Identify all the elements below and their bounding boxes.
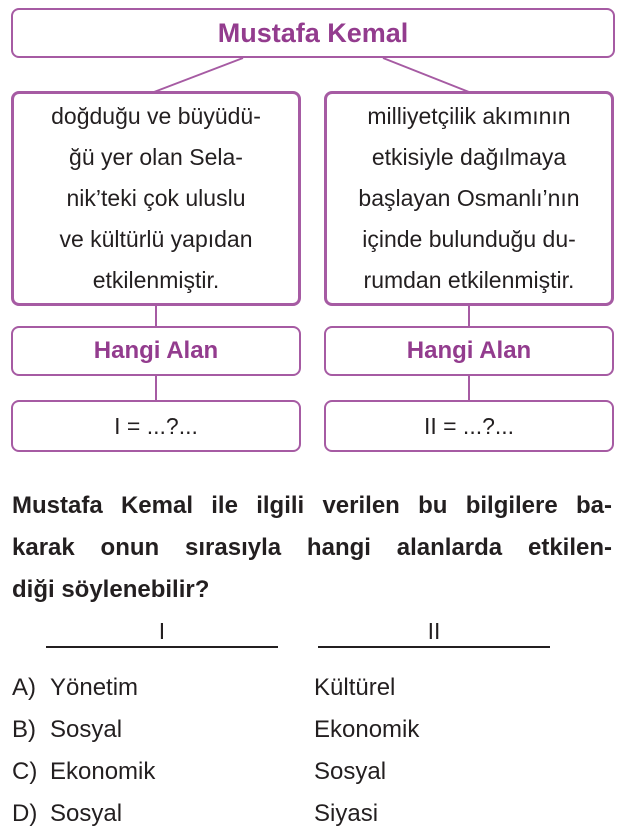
option-a[interactable] (12, 673, 138, 703)
left-blank-text: I = ...?... (114, 412, 198, 439)
title-box (11, 8, 615, 58)
option-d-second: Siyasi (314, 800, 379, 827)
left-connector (155, 306, 157, 326)
left-info-box (11, 91, 301, 306)
option-first: Ekonomik (50, 758, 156, 785)
left-label-box (11, 326, 301, 376)
left-text-line: doğduğu ve büyüdü- (51, 103, 261, 129)
left-text-line: etkilenmiştir. (92, 267, 220, 293)
right-label-box (324, 326, 614, 376)
column-header-2: II (318, 622, 550, 648)
option-letter: D) (12, 800, 38, 827)
option-first: Yönetim (50, 674, 139, 701)
option-first: Sosyal (50, 800, 123, 827)
left-text-line: nik’teki çok uluslu (66, 185, 246, 211)
right-info-box (324, 91, 614, 306)
right-blank-box (324, 400, 614, 452)
option-d[interactable] (12, 799, 122, 829)
option-first: Sosyal (50, 716, 123, 743)
right-connector (468, 306, 470, 326)
question-line: karak onun sırasıyla hangi alanlarda etkilen- (12, 534, 612, 561)
right-label-text: Hangi Alan (406, 337, 532, 364)
question-line: Mustafa Kemal ile ilgili verilen bu bilgilere ba- (12, 492, 612, 519)
left-blank-box (11, 400, 301, 452)
left-text-line: ve kültürlü yapıdan (59, 226, 253, 252)
option-letter: A) (12, 674, 36, 701)
right-text-line: başlayan Osmanlı’nın (358, 185, 580, 211)
right-text-line: milliyetçilik akımının (367, 103, 571, 129)
option-c[interactable] (12, 757, 155, 787)
option-a-second: Kültürel (314, 674, 396, 701)
option-b[interactable] (12, 715, 122, 745)
left-text-line: ğü yer olan Sela- (69, 144, 243, 170)
right-text-line: etkisiyle dağılmaya (371, 144, 567, 170)
option-c-second: Sosyal (314, 758, 387, 785)
title-text: Mustafa Kemal (217, 17, 409, 48)
right-text-line: rumdan etkilenmiştir. (363, 267, 575, 293)
column-header-1: I (46, 622, 278, 648)
question-line: diği söylenebilir? (12, 576, 210, 603)
right-blank-text: II = ...?... (423, 412, 515, 439)
option-b-second: Ekonomik (314, 716, 420, 743)
left-label-text: Hangi Alan (93, 337, 219, 364)
option-letter: C) (12, 758, 38, 785)
left-connector-2 (155, 376, 157, 400)
right-connector-2 (468, 376, 470, 400)
question-text (12, 485, 612, 611)
option-letter: B) (12, 716, 36, 743)
right-text-line: içinde bulunduğu du- (362, 226, 576, 252)
